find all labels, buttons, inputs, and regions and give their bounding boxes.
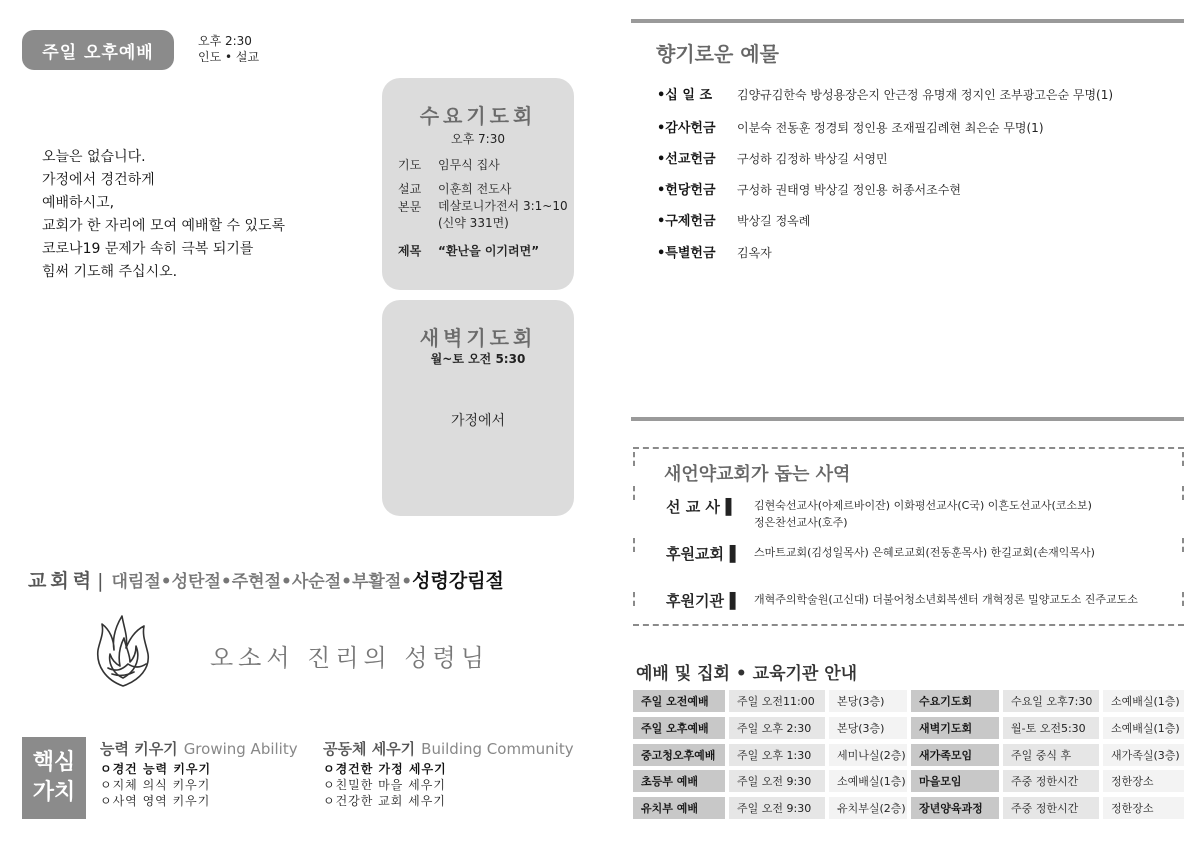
missions-title: 새언약교회가 돕는 사역 — [664, 464, 851, 485]
message-line: 힘써 기도해 주십시오. — [42, 264, 178, 280]
wednesday-time: 오후 7:30 — [451, 132, 505, 146]
supported-churches-row: 후원교회▐ 스마트교회(김성일목사) 은혜로교회(전동훈목사) 한길교회(손재익목사) — [666, 545, 1095, 563]
growing-ability-title: 능력 키우기 — [100, 740, 178, 758]
missionaries-row: 선 교 사▐ 김현숙선교사(아제르바이잔) 이화평선교사(C국) 이흔도선교사(코소보) 정은찬선교사(호주) — [666, 498, 1092, 529]
schedule-event-cell: 주일 오전예배 — [633, 690, 725, 712]
wednesday-sermon-row: 설교 이훈희 전도사 — [398, 182, 512, 196]
schedule-time-cell: 주중 정한시간 — [1003, 770, 1099, 792]
sunday-afternoon-lead: 인도 • 설교 — [198, 50, 260, 64]
schedule-place-cell: 소예배실(1층) — [829, 770, 907, 792]
building-community-title: 공동체 세우기 — [323, 740, 416, 758]
schedule-event-cell: 수요기도회 — [911, 690, 999, 712]
sunday-afternoon-badge: 주일 오후예배 — [22, 30, 174, 70]
schedule-time-cell: 주일 오전11:00 — [729, 690, 825, 712]
value-item: ㅇ지체 의식 키우기 — [100, 778, 211, 792]
schedule-time-cell: 주중 정한시간 — [1003, 797, 1099, 819]
wednesday-prayer-row: 기도 임무식 집사 — [398, 158, 500, 172]
schedule-place-cell: 본당(3층) — [829, 690, 907, 712]
offerings-bottom-rule — [631, 417, 1184, 421]
wednesday-title: 수요기도회 — [419, 104, 537, 128]
message-line: 가정에서 경건하게 — [42, 172, 155, 188]
message-line: 오늘은 없습니다. — [42, 149, 146, 165]
sunday-afternoon-time: 오후 2:30 — [198, 34, 252, 48]
dawn-time: 월~토 오전 5:30 — [430, 352, 526, 366]
supported-orgs-row: 후원기관▐ 개혁주의학술원(고신대) 더불어청소년회복센터 개혁정론 밀양교도소 진주교도소 — [666, 592, 1138, 610]
value-item: ㅇ사역 영역 키우기 — [100, 794, 211, 808]
dawn-note: 가정에서 — [450, 413, 506, 429]
dawn-title: 새벽기도회 — [419, 326, 537, 350]
schedule-place-cell: 소예배실(1층) — [1103, 717, 1184, 739]
building-community-column: 공동체 세우기 Building Community ㅇ경건한 가정 세우기 ㅇ친밀한 마을 세우기 ㅇ건강한 교회 세우기 — [323, 740, 574, 808]
schedule-event-cell: 초등부 예배 — [633, 770, 725, 792]
schedule-time-cell: 주일 오전 9:30 — [729, 797, 825, 819]
offering-row: •십 일 조 김양규김한숙 방성용장은지 안근정 유명재 정지인 조부광고은순 무명(1) — [657, 88, 1114, 103]
schedule-time-cell: 주일 중식 후 — [1003, 744, 1099, 766]
schedule-place-cell: 새가족실(3층) — [1103, 744, 1184, 766]
schedule-event-cell: 중고청오후예배 — [633, 744, 725, 766]
value-item: ㅇ건강한 교회 세우기 — [323, 794, 446, 808]
schedule-place-cell: 정한장소 — [1103, 770, 1184, 792]
value-item: ㅇ경건 능력 키우기 — [100, 762, 212, 776]
offering-row: •구제헌금 박상길 정옥례 — [657, 214, 811, 229]
offering-row: •감사헌금 이분숙 전동훈 정경퇴 정인용 조재필김례현 최은순 무명(1) — [657, 121, 1044, 136]
schedule-place-cell: 소예배실(1층) — [1103, 690, 1184, 712]
offerings-title: 향기로운 예물 — [656, 42, 779, 66]
message-line: 교회가 한 자리에 모여 예배할 수 있도록 — [42, 218, 286, 234]
message-line: 예배하시고, — [42, 195, 115, 211]
schedule-time-cell: 주일 오후 2:30 — [729, 717, 825, 739]
schedule-place-cell: 본당(3층) — [829, 717, 907, 739]
schedule-event-cell: 장년양육과정 — [911, 797, 999, 819]
schedule-place-cell: 세미나실(2층) — [829, 744, 907, 766]
dawn-prayer-box — [382, 300, 574, 516]
calendar-seasons: 대림절•성탄절•주현절•사순절•부활절• — [111, 572, 413, 592]
offering-row: •특별헌금 김옥자 — [657, 246, 772, 261]
offering-row: •헌당헌금 구성하 권태영 박상길 정인용 허종서조수현 — [657, 183, 961, 198]
value-item: ㅇ친밀한 마을 세우기 — [323, 778, 446, 792]
schedule-time-cell: 수요일 오후7:30 — [1003, 690, 1099, 712]
value-item: ㅇ경건한 가정 세우기 — [323, 762, 447, 776]
offering-row: •선교헌금 구성하 김정하 박상길 서영민 — [657, 152, 888, 167]
schedule-event-cell: 새벽기도회 — [911, 717, 999, 739]
schedule-time-cell: 월-토 오전5:30 — [1003, 717, 1099, 739]
calendar-divider: | — [97, 570, 104, 592]
sunday-afternoon-info — [198, 33, 259, 65]
notice-message — [42, 146, 285, 284]
schedule-event-cell: 새가족모임 — [911, 744, 999, 766]
core-values-badge: 핵심 가치 — [22, 737, 86, 819]
offerings-top-rule — [631, 19, 1184, 23]
schedule-event-cell: 유치부 예배 — [633, 797, 725, 819]
wednesday-prayer-box — [382, 78, 574, 290]
wednesday-text-row: 본문 데살로니가전서 3:1~10 (신약 331면) — [398, 199, 568, 230]
schedule-place-cell: 정한장소 — [1103, 797, 1184, 819]
calendar-label: 교회력 — [28, 570, 96, 592]
schedule-title: 예배 및 집회 • 교육기관 안내 — [636, 664, 858, 684]
wednesday-topic-row: 제목 “환난을 이기려면” — [398, 244, 540, 258]
schedule-event-cell: 마을모임 — [911, 770, 999, 792]
schedule-event-cell: 주일 오후예배 — [633, 717, 725, 739]
schedule-time-cell: 주일 오전 9:30 — [729, 770, 825, 792]
growing-ability-column: 능력 키우기 Growing Ability ㅇ경건 능력 키우기 ㅇ지체 의식 키우기 ㅇ사역 영역 키우기 — [100, 740, 298, 808]
message-line: 코로나19 문제가 속히 극복 되기를 — [42, 241, 254, 257]
schedule-time-cell: 주일 오후 1:30 — [729, 744, 825, 766]
calendar-current-season: 성령강림절 — [412, 570, 504, 592]
schedule-place-cell: 유치부실(2층) — [829, 797, 907, 819]
church-calendar — [28, 566, 504, 593]
holy-spirit-flame-icon — [88, 608, 158, 692]
theme-text: 오소서 진리의 성령님 — [210, 644, 489, 672]
